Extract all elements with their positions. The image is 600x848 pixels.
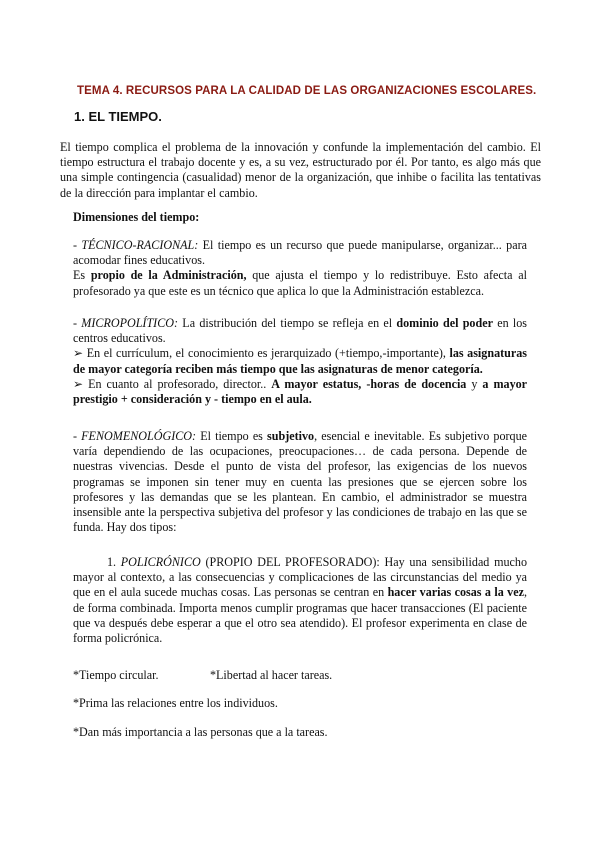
note-relaciones: *Prima las relaciones entre los individuos. xyxy=(73,696,278,710)
document-title: TEMA 4. RECURSOS PARA LA CALIDAD DE LAS ORGANIZACIONES ESCOLARES. xyxy=(77,85,537,97)
poli-label: POLICRÓNICO xyxy=(120,555,201,569)
note-personas: *Dan más importancia a las personas que a la tareas. xyxy=(73,725,328,739)
tecnico-line2-a: Es xyxy=(73,268,91,283)
micro-bullet1-bold: las asignaturas de mayor categoría reciben más tiempo que las asignaturas de menor categoría. xyxy=(73,346,527,376)
micro-bullet2-bold2: a mayor prestigio + consideración y - tiempo en el aula. xyxy=(73,376,528,407)
section-heading: 1. EL TIEMPO. xyxy=(74,109,162,124)
micro-label: MICROPOLÍTICO: xyxy=(81,316,179,330)
micro-bullet2-c: y xyxy=(466,376,483,391)
tecnico-text: El tiempo es un recurso que puede manipularse, organizar... para acomodar fines educativos. xyxy=(73,238,527,268)
feno-dash: - xyxy=(73,429,82,443)
intro-paragraph: El tiempo complica el problema de la innovación y confunde la implementación del cambio. El tiempo estructura el trabajo docente y es, a su vez, estructurado por él. Por tanto, es algo más que una simple contingencia (casualidad) menor de la organización, que inhibe o facilita las tentativas de la dirección para implantar el cambio. xyxy=(60,140,541,200)
poli-num: 1. xyxy=(107,555,121,569)
feno-text-c: , esencial e inevitable. Es subjetivo porque varía dependiendo de las ocupaciones, preocupaciones… de cada persona. Depende de nuestras vivencias. Desde el punto de vista del profesor, las exigencias de los nuevos programas se imponen sin tener muy en cuenta las presiones que se ejercen sobre los profesores y las demandas que se les plantean. En cambio, el administrador se muestra insensible ante la perspectiva subjetiva del profesor y las condiciones de trabajo en las que se funda. Hay dos tipos: xyxy=(73,429,527,535)
poli-text-c: , de forma combinada. Importa menos cumplir programas que hacer transacciones (El paciente que va después debe esperar a que el otro sea atendido). El profesor experimenta en clase de forma policrónica. xyxy=(73,585,527,646)
tecnico-line2-bold: propio de la Administración, xyxy=(90,268,247,283)
micro-bullet1-a: ➢ En el currículum, el conocimiento es jerarquizado (+tiempo,-importante), xyxy=(73,346,450,361)
feno-text-bold: subjetivo xyxy=(267,429,315,443)
micro-bullet2-a: ➢ En cuanto al profesorado, director.. xyxy=(73,376,272,391)
tecnico-label: TÉCNICO-RACIONAL: xyxy=(81,238,199,252)
micro-text-a: La distribución del tiempo se refleja en el xyxy=(178,316,397,330)
poli-text-a: (PROPIO DEL PROFESORADO): Hay una sensibilidad mucho mayor al contexto, a las consecuencias y complicaciones de las circunstancias del medio ya que en el aula sucede muchas cosas. Las personas se centran en xyxy=(73,555,527,600)
micro-bullet2-bold1: A mayor estatus, -horas de docencia xyxy=(271,376,467,391)
dimensions-heading: Dimensiones del tiempo: xyxy=(73,210,200,224)
micro-text-c: en los centros educativos. xyxy=(73,316,528,346)
note-tiempo-circular: *Tiempo circular. xyxy=(73,668,159,682)
micro-dash: - xyxy=(73,316,82,330)
micro-text-bold: dominio del poder xyxy=(396,316,493,330)
fenomenologico-paragraph xyxy=(73,429,527,535)
feno-text-a: El tiempo es xyxy=(196,429,268,443)
tecnico-line2-c: que ajusta el tiempo y lo redistribuye. Esto afecta al profesorado ya que este es un técnico que aplica lo que la Administración establezca. xyxy=(73,268,527,298)
policronico-paragraph xyxy=(73,555,527,646)
feno-label: FENOMENOLÓGICO: xyxy=(81,429,197,443)
tecnico-dash: - xyxy=(73,238,82,252)
poli-text-bold: hacer varias cosas a la vez xyxy=(387,585,524,600)
micropolitico-paragraph xyxy=(73,316,527,407)
note-libertad: *Libertad al hacer tareas. xyxy=(210,668,333,682)
tecnico-paragraph xyxy=(73,238,527,299)
